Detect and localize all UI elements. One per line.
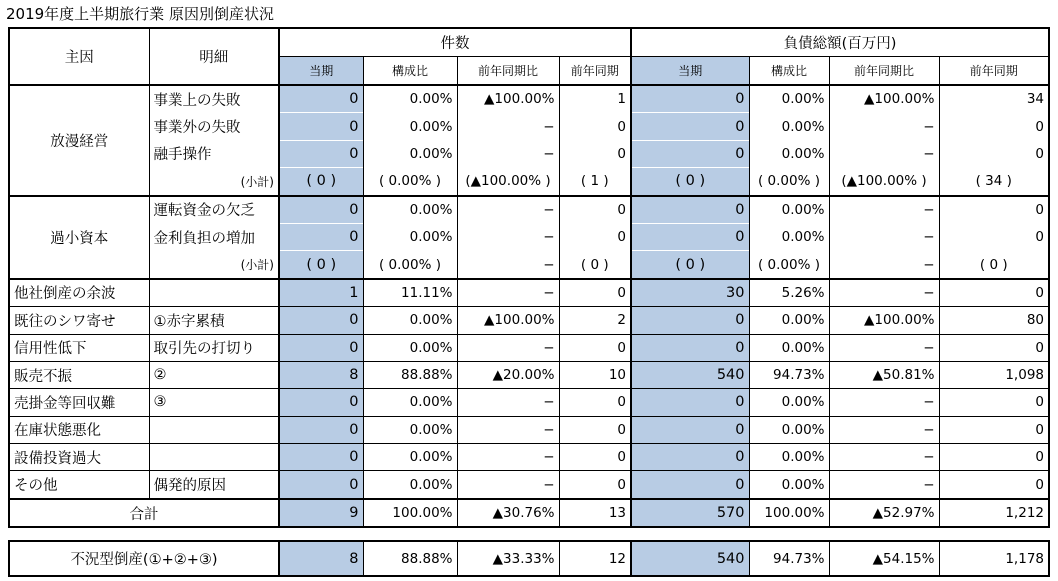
value-cell: − bbox=[829, 196, 939, 224]
value-cell: 0 bbox=[631, 196, 749, 224]
value-cell: 0 bbox=[939, 334, 1049, 361]
subtotal-row bbox=[9, 251, 1049, 279]
column-header: 構成比 bbox=[749, 57, 829, 86]
value-cell: 0 bbox=[279, 140, 363, 167]
value-cell: 0 bbox=[559, 140, 631, 167]
table-row bbox=[9, 140, 1049, 167]
total-row bbox=[9, 499, 1049, 527]
subtotal-value: ( 0.00% ) bbox=[749, 168, 829, 196]
total-value: ▲30.76% bbox=[457, 499, 559, 527]
value-cell: − bbox=[457, 444, 559, 471]
value-cell: 0.00% bbox=[363, 389, 457, 416]
subtotal-value: − bbox=[457, 251, 559, 279]
value-cell: 0 bbox=[939, 196, 1049, 224]
value-cell: 0 bbox=[279, 389, 363, 416]
value-cell: 0.00% bbox=[749, 416, 829, 443]
value-cell: − bbox=[457, 140, 559, 167]
value-cell: 0 bbox=[279, 113, 363, 140]
subtotal-value: ( 34 ) bbox=[939, 168, 1049, 196]
value-cell: 0 bbox=[631, 416, 749, 443]
column-header: 当期 bbox=[631, 57, 749, 86]
detail-cell bbox=[149, 279, 279, 307]
subtotal-value: ( 0.00% ) bbox=[363, 168, 457, 196]
recession-value: 88.88% bbox=[363, 541, 457, 576]
cause-cell: 販売不振 bbox=[9, 361, 149, 388]
subtotal-value: ( 0 ) bbox=[939, 251, 1049, 279]
subtotal-value: ( 0 ) bbox=[279, 168, 363, 196]
value-cell: 0.00% bbox=[363, 85, 457, 113]
cause-cell: 信用性低下 bbox=[9, 334, 149, 361]
value-cell: 0.00% bbox=[749, 223, 829, 250]
recession-value: 540 bbox=[631, 541, 749, 576]
detail-cell: 取引先の打切り bbox=[149, 334, 279, 361]
value-cell: 540 bbox=[631, 361, 749, 388]
value-cell: − bbox=[829, 416, 939, 443]
table-row bbox=[9, 223, 1049, 250]
table-row bbox=[9, 85, 1049, 113]
value-cell: 0.00% bbox=[363, 307, 457, 334]
value-cell: 0 bbox=[939, 113, 1049, 140]
table-row bbox=[9, 444, 1049, 471]
column-header: 前年同期比 bbox=[829, 57, 939, 86]
value-cell: 0.00% bbox=[749, 196, 829, 224]
column-header: 前年同期比 bbox=[457, 57, 559, 86]
table-row bbox=[9, 279, 1049, 307]
value-cell: 94.73% bbox=[749, 361, 829, 388]
value-cell: 0 bbox=[631, 85, 749, 113]
column-header: 前年同期 bbox=[939, 57, 1049, 86]
table-row bbox=[9, 389, 1049, 416]
value-cell: 0 bbox=[559, 279, 631, 307]
value-cell: 0.00% bbox=[749, 471, 829, 499]
value-cell: 1,098 bbox=[939, 361, 1049, 388]
value-cell: 0 bbox=[631, 334, 749, 361]
value-cell: 0 bbox=[631, 223, 749, 250]
value-cell: 0.00% bbox=[749, 140, 829, 167]
header-detail: 明細 bbox=[149, 28, 279, 85]
total-value: 9 bbox=[279, 499, 363, 527]
value-cell: 30 bbox=[631, 279, 749, 307]
value-cell: − bbox=[829, 279, 939, 307]
value-cell: 88.88% bbox=[363, 361, 457, 388]
total-value: 570 bbox=[631, 499, 749, 527]
value-cell: ▲100.00% bbox=[457, 85, 559, 113]
value-cell: 0.00% bbox=[363, 113, 457, 140]
value-cell: 0 bbox=[559, 334, 631, 361]
total-value: 100.00% bbox=[749, 499, 829, 527]
cause-cell: 放漫経営 bbox=[9, 85, 149, 196]
value-cell: 0.00% bbox=[363, 416, 457, 443]
value-cell: − bbox=[457, 334, 559, 361]
cause-cell: 過小資本 bbox=[9, 196, 149, 279]
total-value: 1,212 bbox=[939, 499, 1049, 527]
total-value: ▲52.97% bbox=[829, 499, 939, 527]
table-row bbox=[9, 307, 1049, 334]
column-header: 前年同期 bbox=[559, 57, 631, 86]
value-cell: 5.26% bbox=[749, 279, 829, 307]
recession-label: 不況型倒産(①+②+③) bbox=[9, 541, 279, 576]
recession-value: 94.73% bbox=[749, 541, 829, 576]
value-cell: 0 bbox=[559, 196, 631, 224]
value-cell: − bbox=[457, 113, 559, 140]
value-cell: 0.00% bbox=[363, 196, 457, 224]
value-cell: 0.00% bbox=[749, 85, 829, 113]
value-cell: − bbox=[829, 389, 939, 416]
value-cell: 0 bbox=[279, 416, 363, 443]
value-cell: 2 bbox=[559, 307, 631, 334]
detail-cell: 融手操作 bbox=[149, 140, 279, 167]
value-cell: − bbox=[457, 196, 559, 224]
value-cell: − bbox=[829, 223, 939, 250]
subtotal-row bbox=[9, 168, 1049, 196]
value-cell: 0 bbox=[279, 85, 363, 113]
value-cell: 0 bbox=[559, 389, 631, 416]
header-count-group: 件数 bbox=[279, 28, 631, 57]
header-debt-group: 負債総額(百万円) bbox=[631, 28, 1049, 57]
recession-table bbox=[8, 540, 1050, 577]
subtotal-label: (小計) bbox=[149, 168, 279, 196]
detail-cell: 金利負担の増加 bbox=[149, 223, 279, 250]
recession-row bbox=[9, 541, 1049, 576]
table-row bbox=[9, 113, 1049, 140]
value-cell: − bbox=[457, 416, 559, 443]
value-cell: 0 bbox=[939, 471, 1049, 499]
value-cell: ▲100.00% bbox=[457, 307, 559, 334]
value-cell: 0.00% bbox=[749, 334, 829, 361]
cause-cell: 売掛金等回収難 bbox=[9, 389, 149, 416]
detail-cell: ①赤字累積 bbox=[149, 307, 279, 334]
subtotal-value: ( 0 ) bbox=[279, 251, 363, 279]
value-cell: 0 bbox=[559, 113, 631, 140]
cause-cell: 他社倒産の余波 bbox=[9, 279, 149, 307]
value-cell: ▲50.81% bbox=[829, 361, 939, 388]
detail-cell: 運転資金の欠乏 bbox=[149, 196, 279, 224]
header-main-cause: 主因 bbox=[9, 28, 149, 85]
page-title: 2019年度上半期旅行業 原因別倒産状況 bbox=[6, 5, 274, 23]
value-cell: 0.00% bbox=[749, 307, 829, 334]
value-cell: 0.00% bbox=[749, 113, 829, 140]
value-cell: − bbox=[457, 471, 559, 499]
cause-cell: 設備投資過大 bbox=[9, 444, 149, 471]
value-cell: 0 bbox=[559, 223, 631, 250]
value-cell: 0 bbox=[631, 471, 749, 499]
value-cell: 0 bbox=[631, 389, 749, 416]
subtotal-value: ( 0.00% ) bbox=[363, 251, 457, 279]
value-cell: 0 bbox=[631, 113, 749, 140]
column-header: 構成比 bbox=[363, 57, 457, 86]
value-cell: 0 bbox=[559, 444, 631, 471]
subtotal-value: ( 0 ) bbox=[631, 168, 749, 196]
value-cell: 0.00% bbox=[749, 389, 829, 416]
value-cell: 0 bbox=[279, 471, 363, 499]
value-cell: 11.11% bbox=[363, 279, 457, 307]
value-cell: 0 bbox=[279, 196, 363, 224]
value-cell: 0 bbox=[279, 444, 363, 471]
cause-cell: 既往のシワ寄せ bbox=[9, 307, 149, 334]
recession-value: ▲54.15% bbox=[829, 541, 939, 576]
value-cell: 1 bbox=[559, 85, 631, 113]
cause-cell: その他 bbox=[9, 471, 149, 499]
subtotal-value: − bbox=[829, 251, 939, 279]
table-row bbox=[9, 416, 1049, 443]
detail-cell: 事業上の失敗 bbox=[149, 85, 279, 113]
value-cell: 0.00% bbox=[363, 223, 457, 250]
value-cell: 0 bbox=[939, 140, 1049, 167]
value-cell: 34 bbox=[939, 85, 1049, 113]
value-cell: − bbox=[829, 140, 939, 167]
value-cell: 0 bbox=[939, 444, 1049, 471]
value-cell: ▲100.00% bbox=[829, 85, 939, 113]
value-cell: 0 bbox=[279, 223, 363, 250]
value-cell: 0 bbox=[559, 416, 631, 443]
total-value: 13 bbox=[559, 499, 631, 527]
value-cell: − bbox=[829, 334, 939, 361]
value-cell: − bbox=[829, 113, 939, 140]
subtotal-value: ( 1 ) bbox=[559, 168, 631, 196]
value-cell: 0 bbox=[631, 140, 749, 167]
column-header: 当期 bbox=[279, 57, 363, 86]
value-cell: 10 bbox=[559, 361, 631, 388]
value-cell: 0 bbox=[939, 389, 1049, 416]
value-cell: − bbox=[829, 444, 939, 471]
value-cell: 0.00% bbox=[363, 471, 457, 499]
value-cell: 0 bbox=[631, 444, 749, 471]
value-cell: − bbox=[829, 471, 939, 499]
value-cell: ▲20.00% bbox=[457, 361, 559, 388]
subtotal-label: (小計) bbox=[149, 251, 279, 279]
value-cell: − bbox=[457, 223, 559, 250]
value-cell: − bbox=[457, 279, 559, 307]
recession-value: 12 bbox=[559, 541, 631, 576]
recession-value: 1,178 bbox=[939, 541, 1049, 576]
header-row bbox=[9, 28, 1049, 57]
table-row bbox=[9, 196, 1049, 224]
total-label: 合計 bbox=[9, 499, 279, 527]
value-cell: 0 bbox=[279, 334, 363, 361]
detail-cell: 事業外の失敗 bbox=[149, 113, 279, 140]
detail-cell bbox=[149, 444, 279, 471]
value-cell: − bbox=[457, 389, 559, 416]
table-row bbox=[9, 471, 1049, 499]
value-cell: 1 bbox=[279, 279, 363, 307]
subtotal-value: ( 0.00% ) bbox=[749, 251, 829, 279]
subtotal-value: (▲100.00% ) bbox=[457, 168, 559, 196]
recession-value: ▲33.33% bbox=[457, 541, 559, 576]
value-cell: 0.00% bbox=[749, 444, 829, 471]
recession-value: 8 bbox=[279, 541, 363, 576]
value-cell: 0.00% bbox=[363, 444, 457, 471]
subtotal-value: ( 0 ) bbox=[631, 251, 749, 279]
value-cell: ▲100.00% bbox=[829, 307, 939, 334]
subtotal-value: (▲100.00% ) bbox=[829, 168, 939, 196]
value-cell: 0 bbox=[559, 471, 631, 499]
value-cell: 0 bbox=[939, 223, 1049, 250]
value-cell: 0.00% bbox=[363, 334, 457, 361]
cause-cell: 在庫状態悪化 bbox=[9, 416, 149, 443]
table-row bbox=[9, 361, 1049, 388]
detail-cell: ③ bbox=[149, 389, 279, 416]
value-cell: 0 bbox=[631, 307, 749, 334]
table-row bbox=[9, 334, 1049, 361]
cause-table bbox=[8, 27, 1050, 528]
total-value: 100.00% bbox=[363, 499, 457, 527]
value-cell: 0 bbox=[939, 416, 1049, 443]
value-cell: 80 bbox=[939, 307, 1049, 334]
detail-cell: 偶発的原因 bbox=[149, 471, 279, 499]
detail-cell: ② bbox=[149, 361, 279, 388]
subtotal-value: ( 0 ) bbox=[559, 251, 631, 279]
value-cell: 0.00% bbox=[363, 140, 457, 167]
value-cell: 0 bbox=[279, 307, 363, 334]
value-cell: 0 bbox=[939, 279, 1049, 307]
value-cell: 8 bbox=[279, 361, 363, 388]
detail-cell bbox=[149, 416, 279, 443]
